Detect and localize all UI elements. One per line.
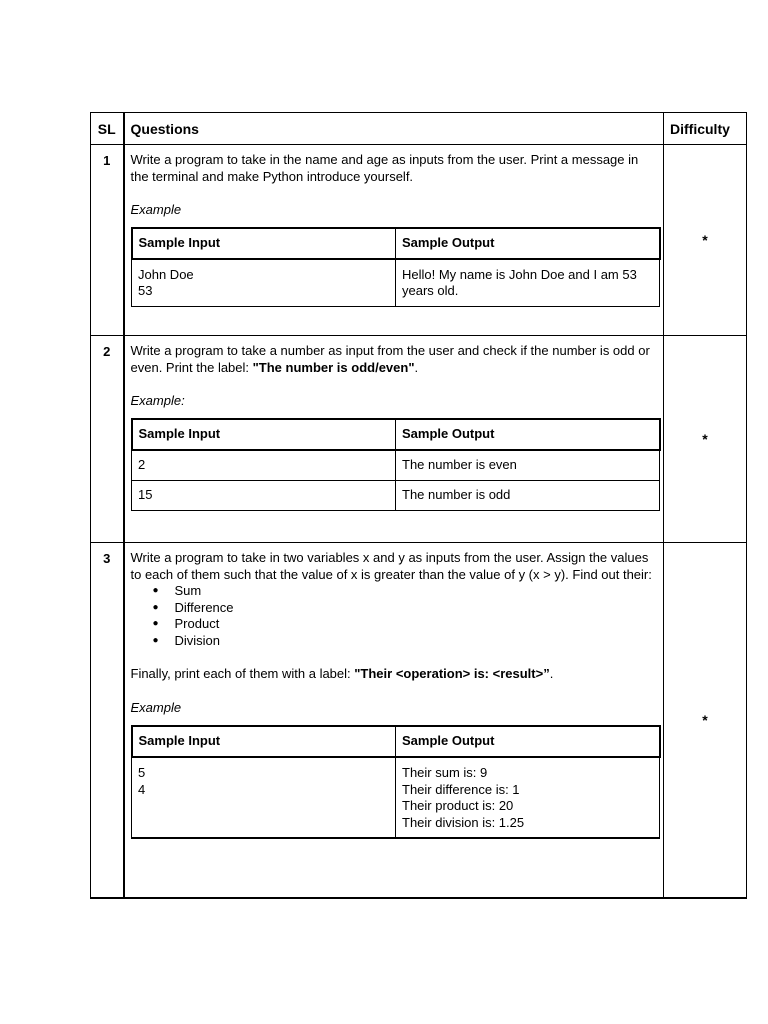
- label-format: "Their <operation> is: <result>”: [354, 666, 550, 681]
- sample-output: Hello! My name is John Doe and I am 53 years old.: [396, 259, 660, 307]
- sample-input-header: Sample Input: [132, 228, 396, 259]
- sample-output-header: Sample Output: [396, 228, 660, 259]
- row-number: 3: [103, 551, 111, 566]
- header-difficulty: Difficulty: [664, 113, 747, 145]
- table-header-row: [91, 113, 747, 145]
- example-label: Example: [130, 699, 182, 715]
- question-text: Write a program to take a number as input from the user and check if the number is odd or even. Print the label: "The number is odd/even".: [130, 343, 650, 375]
- question-cell: [124, 145, 664, 336]
- header-questions: Questions: [124, 113, 664, 145]
- sample-header-row: [132, 228, 660, 259]
- list-item: ● Sum: [175, 583, 658, 600]
- questions-table: [90, 112, 747, 899]
- question-text: Write a program to take in the name and age as inputs from the user. Print a message in the terminal and make Python introduce yourself.: [130, 152, 639, 184]
- final-instruction: Finally, print each of them with a label: "Their <operation> is: <result>”.: [130, 666, 554, 681]
- question-cell: [124, 336, 664, 543]
- sample-input: 15: [132, 480, 396, 510]
- sample-input: 5 4: [132, 757, 396, 838]
- operation-list: [131, 583, 658, 649]
- sample-row: [132, 480, 660, 510]
- sample-input: 2: [132, 450, 396, 481]
- sample-input-header: Sample Input: [132, 419, 396, 450]
- sample-output-header: Sample Output: [396, 419, 660, 450]
- sample-row: [132, 757, 660, 838]
- list-item: ● Division: [175, 633, 658, 650]
- row-number: 1: [103, 153, 111, 168]
- sample-input-header: Sample Input: [132, 726, 396, 757]
- list-item: ● Difference: [175, 600, 658, 617]
- difficulty-rating: *: [664, 336, 747, 543]
- example-label: Example: [130, 202, 182, 217]
- sample-table: [131, 725, 661, 839]
- example-label: Example:: [130, 393, 185, 408]
- table-row: [91, 336, 747, 543]
- sample-row: [132, 259, 660, 307]
- list-item: ● Product: [175, 616, 658, 633]
- sample-row: [132, 450, 660, 481]
- difficulty-rating: *: [664, 145, 747, 336]
- sample-table: [131, 418, 661, 511]
- question-cell: [124, 543, 664, 898]
- difficulty-rating: *: [664, 543, 747, 898]
- sample-output-header: Sample Output: [396, 726, 660, 757]
- sample-header-row: [132, 419, 660, 450]
- label-format: "The number is odd/even": [252, 359, 415, 375]
- sample-output: The number is odd: [396, 480, 660, 510]
- sample-output: The number is even: [396, 450, 660, 481]
- table-row: [91, 543, 747, 898]
- sample-input: John Doe 53: [132, 259, 396, 307]
- header-sl: SL: [91, 113, 124, 145]
- sample-output: Their sum is: 9 Their difference is: 1 Their product is: 20 Their division is: 1.25: [396, 757, 660, 838]
- row-number: 2: [103, 344, 111, 359]
- sample-table: [131, 227, 661, 307]
- table-row: [91, 145, 747, 336]
- question-text: Write a program to take in two variables x and y as inputs from the user. Assign the values to each of them such that the value of x is greater than the value of y (x > y). Find out their:: [130, 550, 652, 582]
- sample-header-row: [132, 726, 660, 757]
